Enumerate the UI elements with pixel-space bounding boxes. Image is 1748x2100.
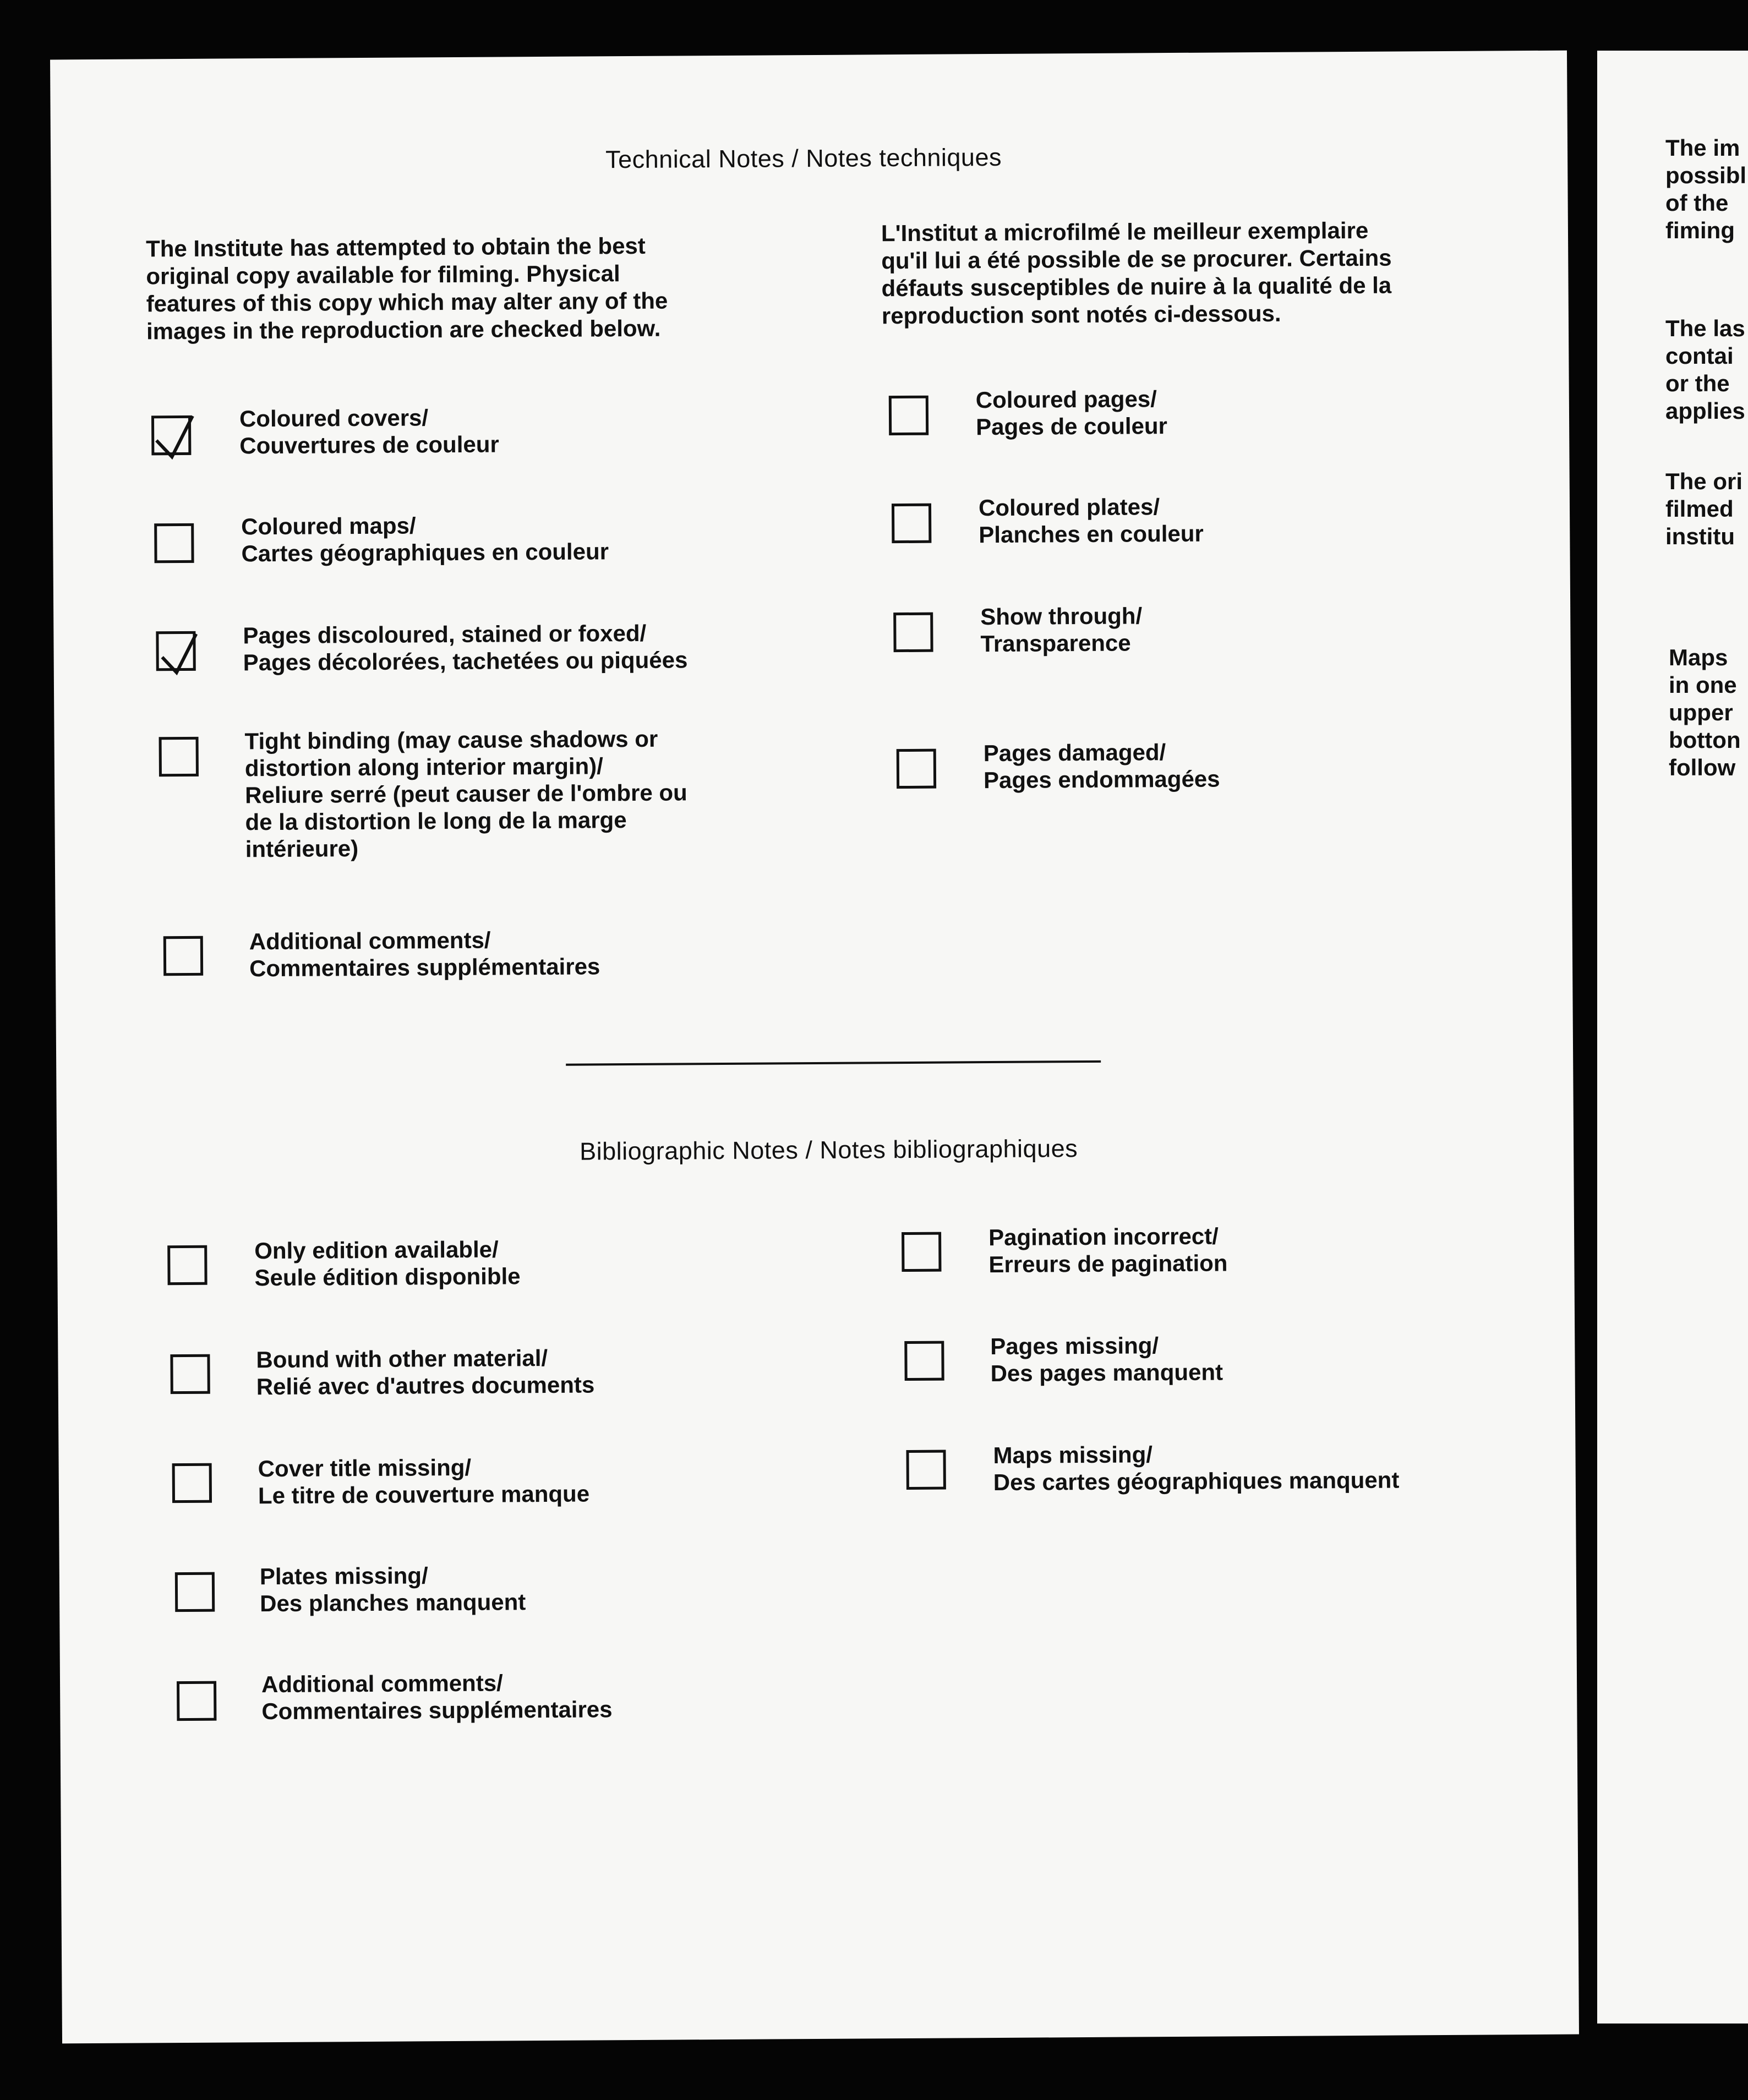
- coloured-maps-checkbox[interactable]: [154, 523, 194, 563]
- adjacent-text-block: The im possibl of the fiming: [1665, 135, 1747, 243]
- checkmark-icon: [156, 628, 202, 679]
- only-edition-label: Only edition available/ Seule édition disponible: [254, 1236, 521, 1291]
- technical-additional-comments-label: Additional comments/ Commentaires supplémentaires: [249, 927, 600, 982]
- pages-missing-label: Pages missing/ Des pages manquent: [990, 1332, 1223, 1387]
- tight-binding-label: Tight binding (may cause shadows or distortion along interior margin)/ Reliure serré (peut causer de l'ombre ou de la distortion le long de la marge intérieure): [244, 725, 687, 862]
- coloured-plates-label: Coloured plates/ Planches en couleur: [978, 494, 1204, 548]
- bound-with-label: Bound with other material/ Relié avec d'autres documents: [256, 1344, 595, 1400]
- maps-missing-label: Maps missing/ Des cartes géographiques manquent: [993, 1441, 1400, 1496]
- pages-damaged-checkbox[interactable]: [897, 749, 936, 789]
- only-edition-checkbox[interactable]: [167, 1245, 207, 1285]
- plates-missing-checkbox[interactable]: [175, 1572, 215, 1612]
- pagination-incorrect-checkbox[interactable]: [902, 1232, 941, 1272]
- bibliographic-additional-comments-label: Additional comments/ Commentaires supplémentaires: [261, 1670, 613, 1725]
- adjacent-text-block: Maps in one upper botton follow: [1669, 644, 1741, 780]
- pages-discoloured-label: Pages discoloured, stained or foxed/ Pages décolorées, tachetées ou piquées: [243, 620, 688, 676]
- show-through-checkbox[interactable]: [893, 612, 933, 652]
- bound-with-checkbox[interactable]: [170, 1354, 210, 1394]
- maps-missing-checkbox[interactable]: [906, 1450, 946, 1490]
- coloured-plates-checkbox[interactable]: [892, 504, 931, 543]
- bibliographic-additional-comments-checkbox[interactable]: [177, 1681, 216, 1721]
- technical-intro-english: The Institute has attempted to obtain the best original copy available for filming. Physical features of this copy which may alter any of the images in the reproduction are checked below.: [145, 232, 668, 344]
- tight-binding-checkbox[interactable]: [159, 737, 199, 776]
- coloured-covers-label: Coloured covers/ Couvertures de couleur: [239, 404, 499, 459]
- pages-missing-checkbox[interactable]: [904, 1341, 944, 1381]
- cover-title-missing-checkbox[interactable]: [172, 1463, 212, 1503]
- section-divider: [566, 1060, 1101, 1066]
- coloured-pages-checkbox[interactable]: [889, 396, 928, 435]
- adjacent-text-block: The ori filmed institu: [1665, 468, 1743, 549]
- bibliographic-notes-heading: Bibliographic Notes / Notes bibliographiques: [579, 1134, 1078, 1166]
- technical-intro-french: L'Institut a microfilmé le meilleur exemplaire qu'il lui a été possible de se procurer. Certains défauts susceptibles de nuire à la qualité de la reproduction sont notés ci-dessous.: [881, 217, 1392, 329]
- technical-notes-heading: Technical Notes / Notes techniques: [605, 143, 1002, 174]
- adjacent-page: [1597, 51, 1748, 2024]
- pagination-incorrect-label: Pagination incorrect/ Erreurs de pagination: [988, 1223, 1228, 1278]
- coloured-pages-label: Coloured pages/ Pages de couleur: [975, 386, 1168, 440]
- pages-discoloured-checkbox[interactable]: [156, 631, 195, 671]
- notes-page: [50, 51, 1579, 2044]
- show-through-label: Show through/ Transparence: [980, 603, 1143, 657]
- pages-damaged-label: Pages damaged/ Pages endommagées: [983, 739, 1220, 794]
- adjacent-text-block: The las contai or the applies: [1665, 315, 1745, 424]
- plates-missing-label: Plates missing/ Des planches manquent: [259, 1562, 526, 1617]
- coloured-covers-checkbox[interactable]: [151, 415, 191, 455]
- checkmark-icon: [152, 413, 198, 463]
- coloured-maps-label: Coloured maps/ Cartes géographiques en couleur: [241, 512, 609, 567]
- technical-additional-comments-checkbox[interactable]: [163, 936, 203, 976]
- cover-title-missing-label: Cover title missing/ Le titre de couverture manque: [258, 1454, 590, 1509]
